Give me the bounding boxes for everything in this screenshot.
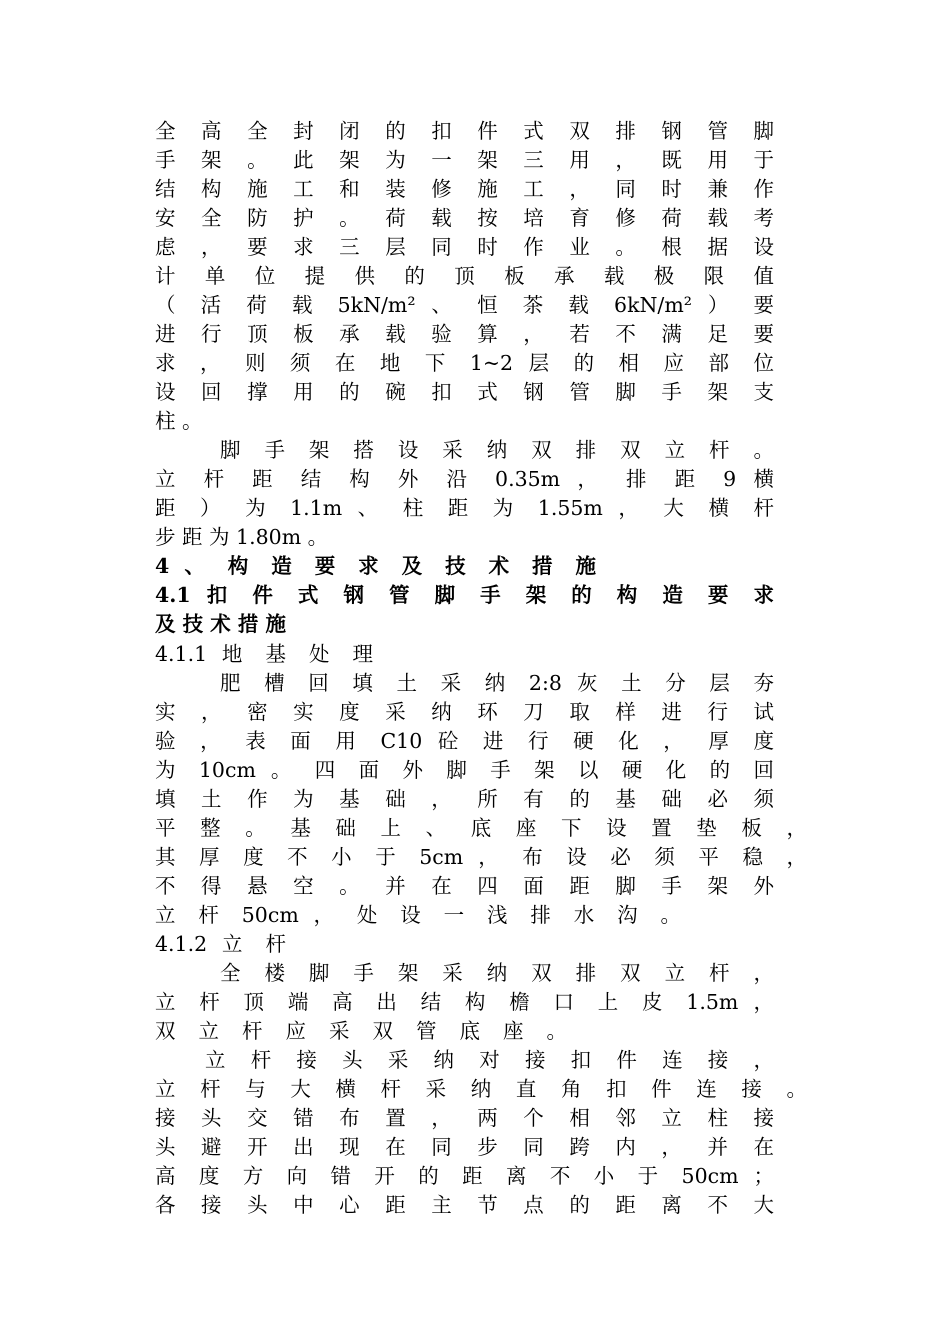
text-line: 虑 ， 要 求 三 层 同 时 作 业 。 根 据 设 xyxy=(155,235,774,259)
text-line: 验 ， 表 面 用 C10 砼 进 行 硬 化 ， 厚 度 xyxy=(155,729,774,753)
text-line: 结 构 施 工 和 装 修 施 工 ， 同 时 兼 作 xyxy=(155,177,774,201)
text-line: 立 杆 与 大 横 杆 采 纳 直 角 扣 件 连 接 。 xyxy=(155,1077,807,1101)
text-line: （ 活 荷 载 5kN/m² 、 恒 茶 载 6kN/m² ） 要 xyxy=(155,293,774,317)
text-line: 平 整 。 基 础 上 、 底 座 下 设 置 垫 板 ， xyxy=(155,816,807,840)
text-line: 手 架 。 此 架 为 一 架 三 用 ， 既 用 于 xyxy=(155,148,774,172)
text-line: 双 立 杆 应 采 双 管 底 座 。 xyxy=(155,1019,567,1043)
text-line: 立 杆 接 头 采 纳 对 接 扣 件 连 接 ， xyxy=(205,1048,774,1072)
text-line: 立 杆 50cm ， 处 设 一 浅 排 水 沟 。 xyxy=(155,903,681,927)
text-line: 全 高 全 封 闭 的 扣 件 式 双 排 钢 管 脚 xyxy=(155,119,774,143)
text-line: 不 得 悬 空 。 并 在 四 面 距 脚 手 架 外 xyxy=(155,874,774,898)
text-line: 其 厚 度 不 小 于 5cm ， 布 设 必 须 平 稳 ， xyxy=(155,845,807,869)
text-line: 柱 。 xyxy=(155,409,203,433)
text-line: 安 全 防 护 。 荷 载 按 培 育 修 荷 载 考 xyxy=(155,206,774,230)
text-line: 各 接 头 中 心 距 主 节 点 的 距 离 不 大 xyxy=(155,1193,774,1217)
text-line: 进 行 顶 板 承 载 验 算 ， 若 不 满 足 要 xyxy=(155,322,774,346)
text-line: 全 楼 脚 手 架 采 纳 双 排 双 立 杆 ， xyxy=(220,961,774,985)
text-line: 立 杆 距 结 构 外 沿 0.35m ， 排 距 9 横 xyxy=(155,467,774,491)
section-heading: 4.1 扣 件 式 钢 管 脚 手 架 的 构 造 要 求 xyxy=(155,583,774,607)
text-line: 填 土 作 为 基 础 ， 所 有 的 基 础 必 须 xyxy=(155,787,774,811)
text-line: 求 ， 则 须 在 地 下 1~2 层 的 相 应 部 位 xyxy=(155,351,774,375)
text-line: 计 单 位 提 供 的 顶 板 承 载 极 限 值 xyxy=(155,264,774,288)
text-line: 肥 槽 回 填 土 采 纳 2:8 灰 土 分 层 夯 xyxy=(220,671,774,695)
text-line: 头 避 开 出 现 在 同 步 同 跨 内 ， 并 在 xyxy=(155,1135,774,1159)
text-line: 高 度 方 向 错 开 的 距 离 不 小 于 50cm ； xyxy=(155,1164,774,1188)
text-line: 步 距 为 1.80m 。 xyxy=(155,525,329,549)
text-line: 距 ） 为 1.1m 、 柱 距 为 1.55m ， 大 横 杆 xyxy=(155,496,774,520)
text-line: 立 杆 顶 端 高 出 结 构 檐 口 上 皮 1.5m ， xyxy=(155,990,774,1014)
text-line: 为 10cm 。 四 面 外 脚 手 架 以 硬 化 的 回 xyxy=(155,758,774,782)
text-line: 设 回 撑 用 的 碗 扣 式 钢 管 脚 手 架 支 xyxy=(155,380,774,404)
text-line: 实 ， 密 实 度 采 纳 环 刀 取 样 进 行 试 xyxy=(155,700,774,724)
section-heading: 4 、 构 造 要 求 及 技 术 措 施 xyxy=(155,554,596,578)
subsection-heading: 4.1.2 立 杆 xyxy=(155,932,286,956)
text-line: 脚 手 架 搭 设 采 纳 双 排 双 立 杆 。 xyxy=(220,438,774,462)
section-heading: 及 技 术 措 施 xyxy=(155,612,287,636)
text-line: 接 头 交 错 布 置 ， 两 个 相 邻 立 柱 接 xyxy=(155,1106,774,1130)
subsection-heading: 4.1.1 地 基 处 理 xyxy=(155,642,373,666)
